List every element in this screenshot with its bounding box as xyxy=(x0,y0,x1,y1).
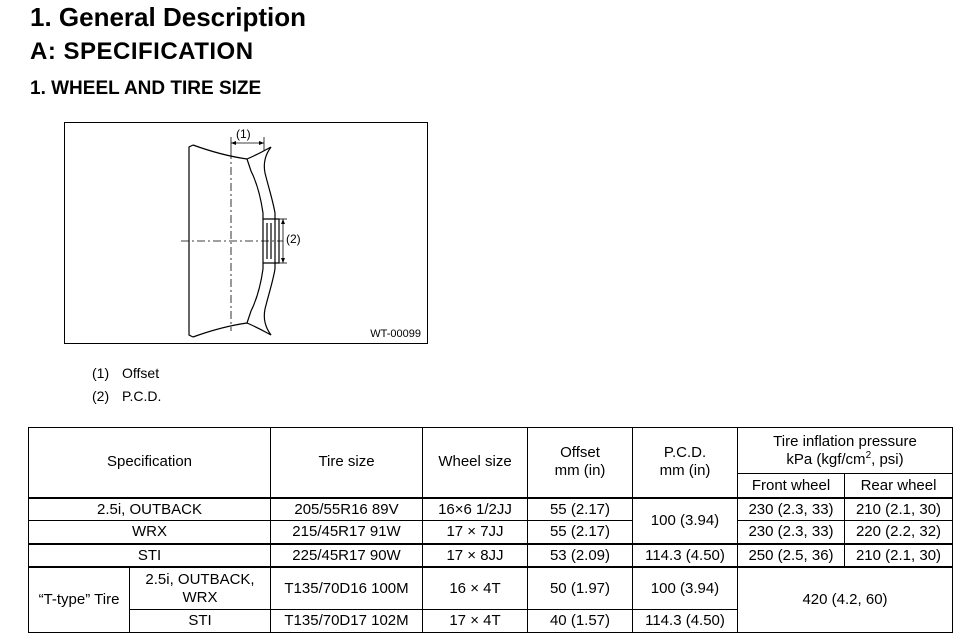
cell-front: 230 (2.3, 33) xyxy=(738,498,845,521)
cell-tire: 215/45R17 91W xyxy=(271,521,423,544)
wheel-cross-section-drawing xyxy=(65,123,429,345)
topic-title: 1. WHEEL AND TIRE SIZE xyxy=(30,78,262,99)
cell-offset: 55 (2.17) xyxy=(528,498,633,521)
cell-offset: 50 (1.97) xyxy=(528,567,633,609)
table-row xyxy=(29,544,953,567)
cell-tire: T135/70D16 100M xyxy=(271,567,423,609)
header-rear-wheel: Rear wheel xyxy=(845,474,953,498)
cell-tire: 205/55R16 89V xyxy=(271,498,423,521)
table-row xyxy=(29,567,953,609)
cell-pcd: 114.3 (4.50) xyxy=(633,609,738,632)
cell-offset: 40 (1.57) xyxy=(528,609,633,632)
cell-offset: 53 (2.09) xyxy=(528,544,633,567)
cell-offset: 55 (2.17) xyxy=(528,521,633,544)
cell-spec: 2.5i, OUTBACK xyxy=(29,498,271,521)
subsection-title: A: SPECIFICATION xyxy=(30,38,254,65)
cell-wheel: 16×6 1/2JJ xyxy=(423,498,528,521)
pcd-callout: (2) xyxy=(286,232,301,246)
cell-tire: 225/45R17 90W xyxy=(271,544,423,567)
offset-callout: (1) xyxy=(236,127,251,141)
cell-pcd: 100 (3.94) xyxy=(633,498,738,544)
table-row xyxy=(29,498,953,521)
legend-number: (2) xyxy=(92,388,110,404)
header-tire-size: Tire size xyxy=(271,428,423,498)
cell-wheel: 17 × 8JJ xyxy=(423,544,528,567)
cell-wheel: 17 × 4T xyxy=(423,609,528,632)
cell-spec: STI xyxy=(29,544,271,567)
table-header-row xyxy=(29,428,953,474)
cell-wheel: 17 × 7JJ xyxy=(423,521,528,544)
cell-spec: 2.5i, OUTBACK, WRX xyxy=(130,567,271,609)
wheel-diagram xyxy=(64,122,428,344)
cell-pcd: 100 (3.94) xyxy=(633,567,738,609)
cell-spec: STI xyxy=(130,609,271,632)
header-inflation-pressure: Tire inflation pressure kPa ($kgf/cm^2$, psi) xyxy=(738,428,953,474)
cell-spec: WRX xyxy=(29,521,271,544)
cell-ttype-label: “T-type” Tire xyxy=(29,567,130,632)
cell-pcd: 114.3 (4.50) xyxy=(633,544,738,567)
cell-rear: 220 (2.2, 32) xyxy=(845,521,953,544)
cell-rear: 210 (2.1, 30) xyxy=(845,498,953,521)
figure-code: WT-00099 xyxy=(370,328,421,340)
legend-item-offset xyxy=(92,365,159,381)
header-offset: Offset mm (in) xyxy=(528,428,633,498)
legend-number: (1) xyxy=(92,365,110,381)
cell-tire: T135/70D17 102M xyxy=(271,609,423,632)
legend-text: P.C.D. xyxy=(122,388,162,404)
legend-text: Offset xyxy=(122,365,160,381)
cell-ttype-pressure: 420 (4.2, 60) xyxy=(738,567,953,632)
header-pcd: P.C.D. mm (in) xyxy=(633,428,738,498)
section-title: 1. General Description xyxy=(30,2,306,32)
header-wheel-size: Wheel size xyxy=(423,428,528,498)
cell-front: 250 (2.5, 36) xyxy=(738,544,845,567)
table-row xyxy=(29,521,953,544)
cell-rear: 210 (2.1, 30) xyxy=(845,544,953,567)
wheel-tire-spec-table xyxy=(28,427,953,633)
cell-front: 230 (2.3, 33) xyxy=(738,521,845,544)
header-specification: Specification xyxy=(29,428,271,498)
header-front-wheel: Front wheel xyxy=(738,474,845,498)
cell-wheel: 16 × 4T xyxy=(423,567,528,609)
legend-item-pcd xyxy=(92,388,161,404)
